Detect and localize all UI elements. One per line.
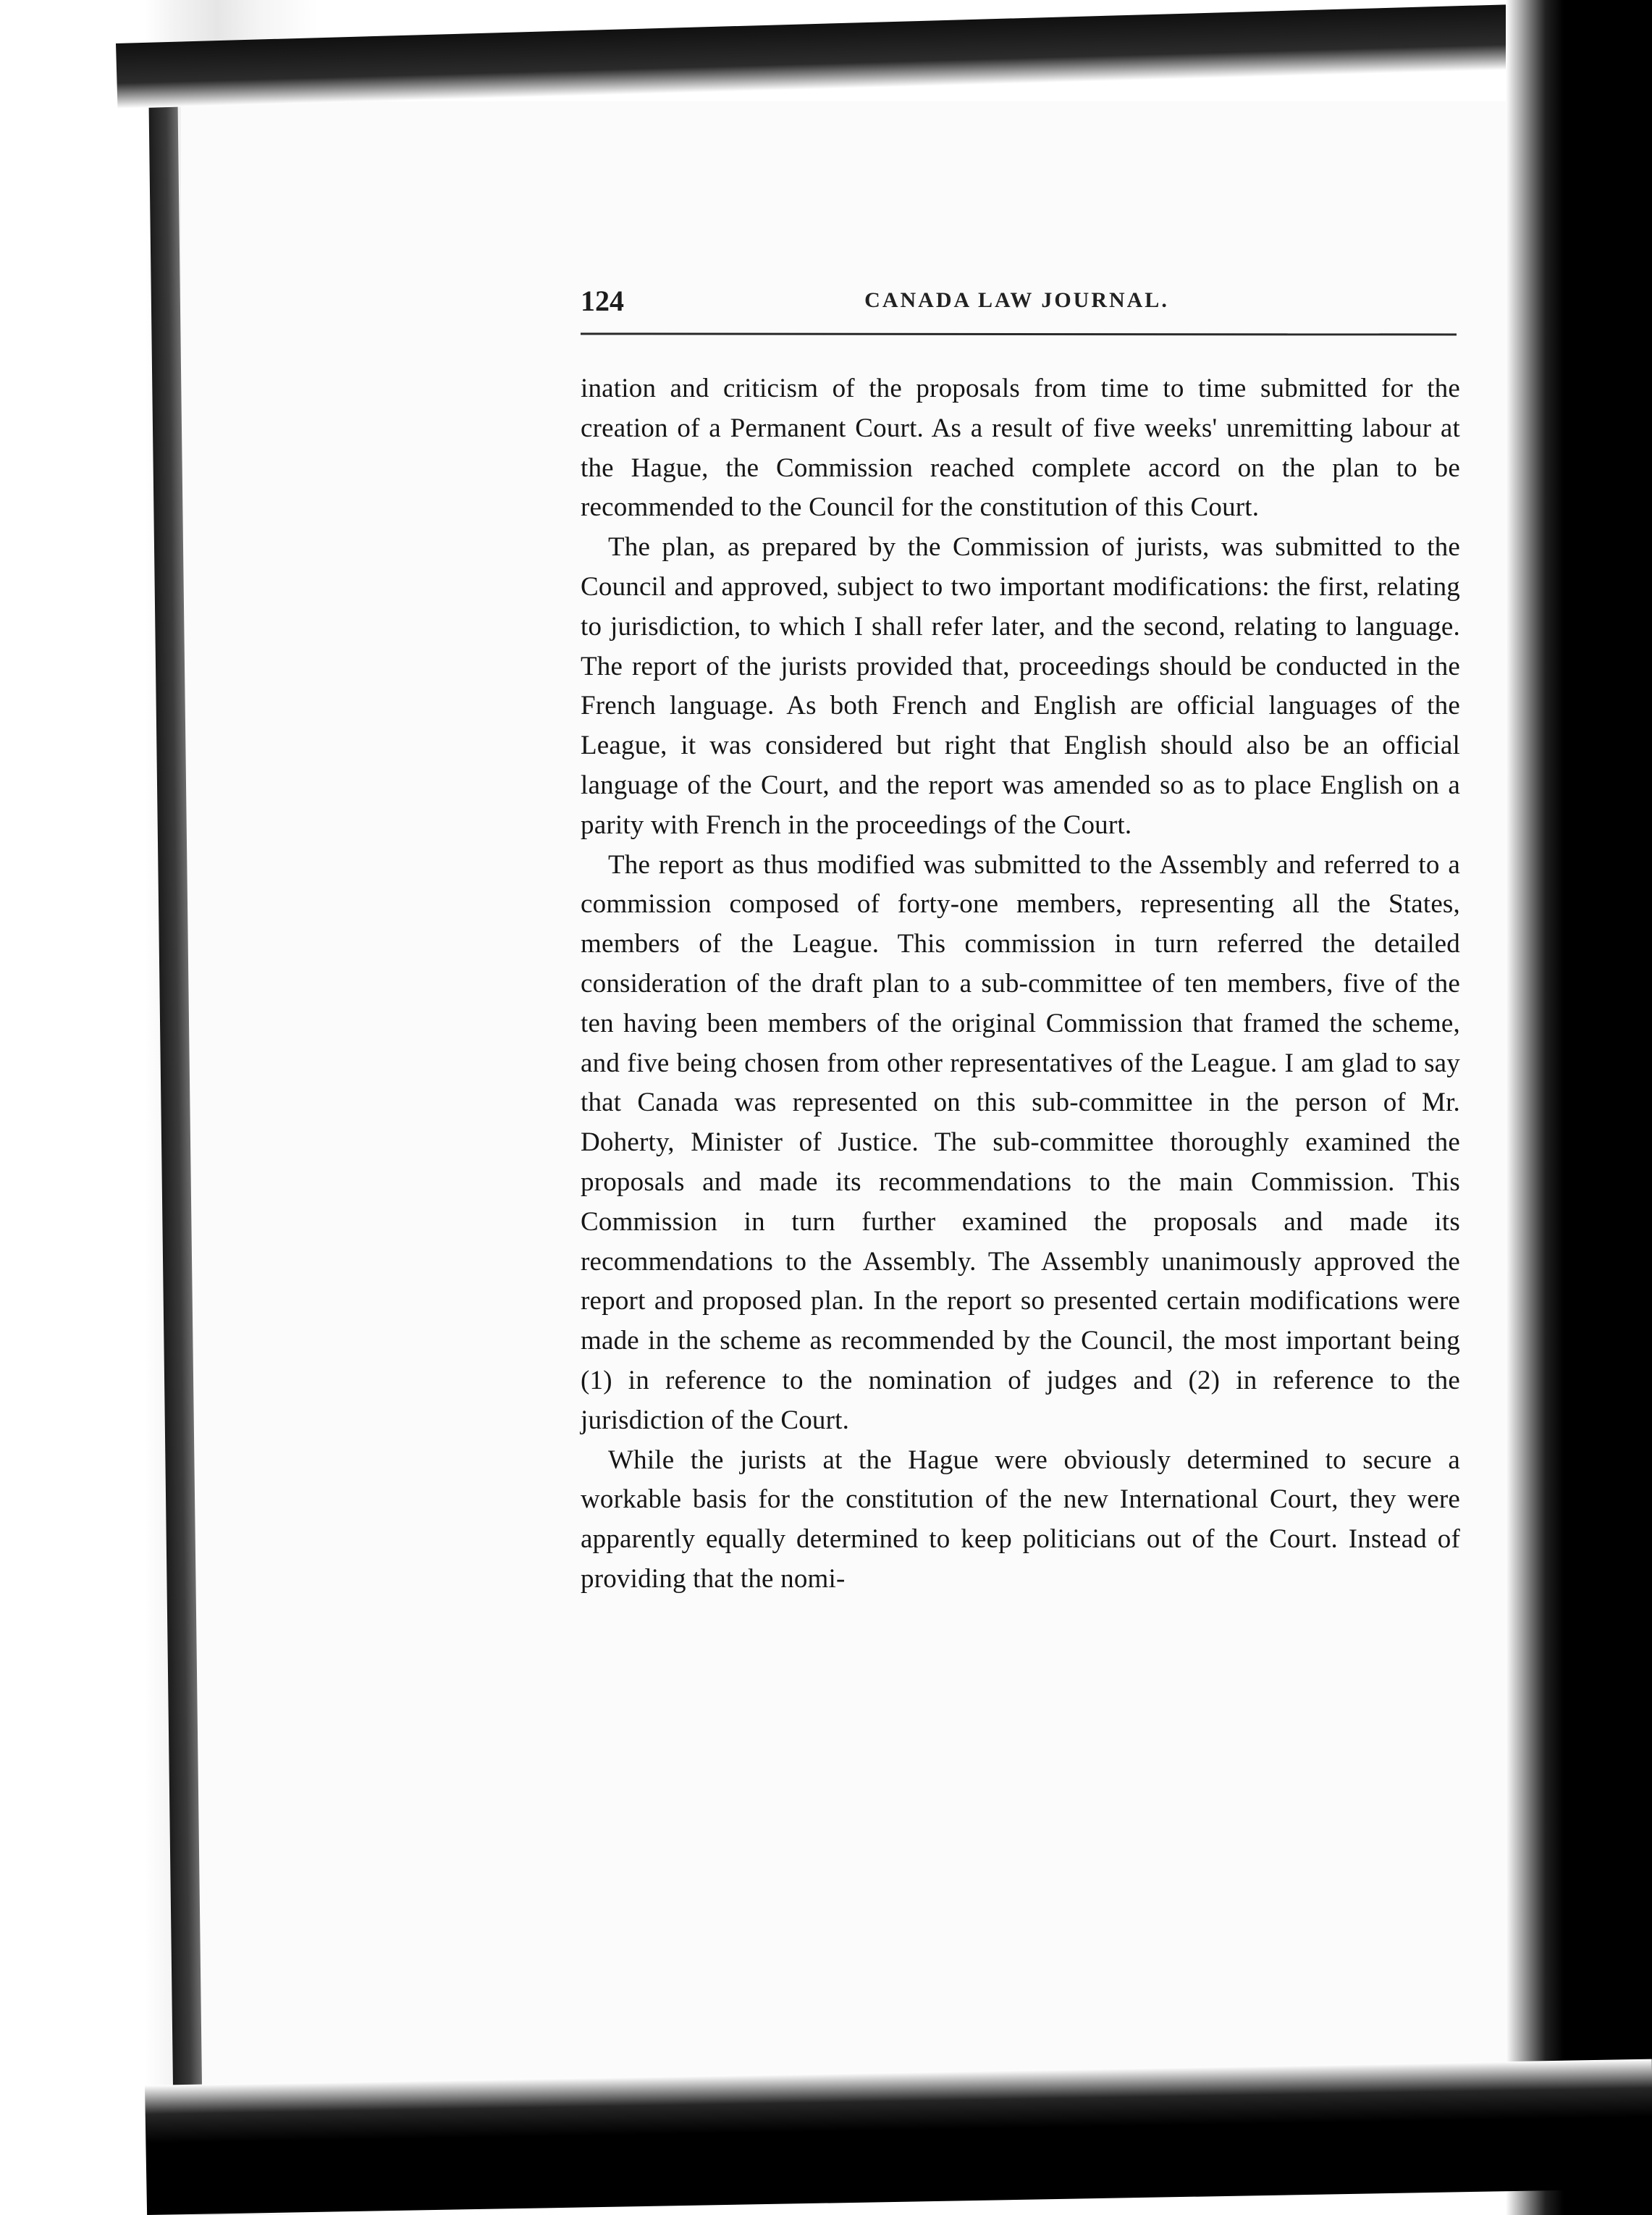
top-scan-edge: [116, 3, 1565, 109]
paragraph: ination and criticism of the proposals from time to time submitted for the creation of a Permanent Court. As a result of five weeks' unremitting labour at the Hague, the Commission reached complete accord on the plan to be recommended to the Council for the constitution of this Court.: [581, 374, 1460, 523]
paragraph: While the jurists at the Hague were obviously determined to secure a workable basis for the constitution of the new International Court, they were apparently equally determined to keep politicians out of the Court. Instead of providing that the nomi-: [581, 1445, 1460, 1594]
running-head: [581, 284, 1453, 327]
page-number: 124: [581, 285, 624, 317]
ink-speck: [1593, 1202, 1606, 1209]
paragraph: The plan, as prepared by the Commission of jurists, was submitted to the Council and approved, subject to two important modifications: the first, relating to jurisdiction, to which I shall refer later, and the second, relating to language. The report of the jurists provided that, proceedings should be conducted in the French language. As both French and English are official languages of the League, it was considered but right that English should also be an official language of the Court, and the report was amended so as to place English on a parity with French in the proceedings of the Court.: [581, 532, 1460, 840]
ink-speck: [1571, 1173, 1578, 1179]
bottom-scan-edge: [145, 2059, 1652, 2215]
right-scan-edge: [1506, 0, 1652, 2215]
paragraph: The report as thus modified was submitted to the Assembly and referred to a commission composed of forty-one members, representing all the States, members of the League. This commission in turn referred the detailed consideration of the draft plan to a sub-committee of ten members, five of the ten having been members of the original Commission that framed the scheme, and five being chosen from other representatives of the League. I am glad to say that Canada was represented on this sub-committee in the person of Mr. Doherty, Minister of Justice. The sub-committee thoroughly examined the proposals and made its recommendations to the main Commission. This Commission in turn further examined the proposals and made its recommendations to the Assembly. The Assembly unanimously approved the report and proposed plan. In the report so presented certain modifications were made in the scheme as recommended by the Council, the most important being (1) in reference to the nomination of judges and (2) in reference to the jurisdiction of the Court.: [581, 849, 1460, 1435]
journal-title: CANADA LAW JOURNAL.: [864, 288, 1169, 312]
body-text: [581, 369, 1460, 1600]
